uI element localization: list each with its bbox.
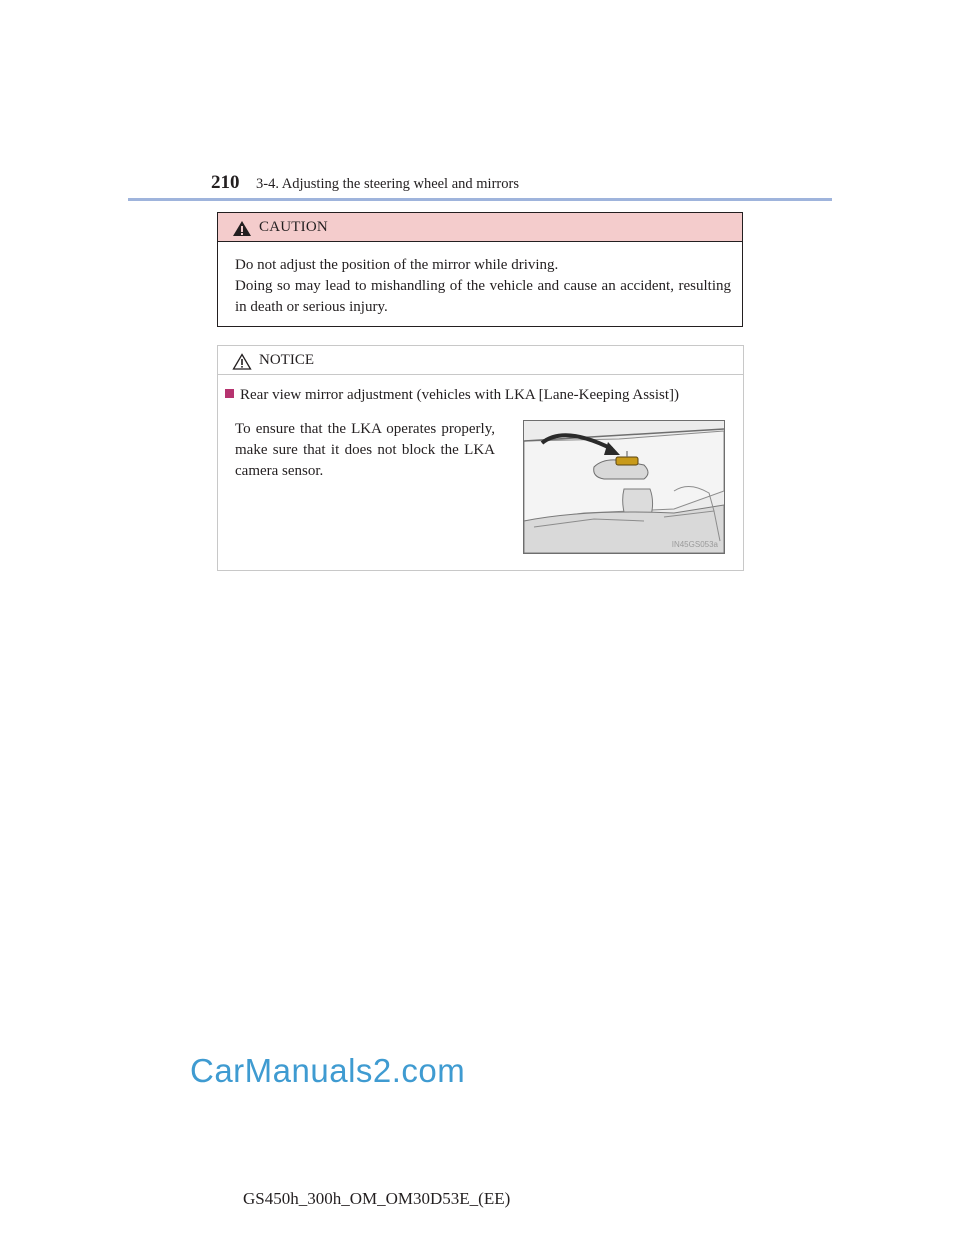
header-rule — [128, 198, 832, 201]
notice-box — [217, 345, 744, 571]
caution-box — [217, 212, 743, 327]
notice-label: NOTICE — [259, 352, 314, 368]
page-footer: GS450h_300h_OM_OM30D53E_(EE) — [243, 1189, 511, 1208]
figure-code: IN45GS053a — [671, 540, 718, 549]
notice-header — [218, 346, 743, 375]
section-title: 3-4. Adjusting the steering wheel and mirrors — [256, 176, 519, 192]
caution-header — [218, 213, 742, 242]
windshield-camera-figure — [523, 420, 725, 554]
caution-body — [235, 255, 731, 318]
notice-subheading — [225, 387, 679, 404]
caution-line-1: Do not adjust the position of the mirror while driving. — [235, 257, 559, 273]
warning-triangle-outline-icon — [232, 353, 252, 370]
page-number: 210 — [211, 172, 240, 193]
caution-line-2: Doing so may lead to mishandling of the vehicle and cause an accident, resulting in death or serious injury. — [235, 278, 731, 315]
watermark-text: CarManuals2.com — [190, 1052, 466, 1089]
square-bullet-icon — [225, 389, 234, 398]
car-interior-illustration — [524, 421, 724, 553]
notice-subheading-text: Rear view mirror adjustment (vehicles with LKA [Lane-Keeping Assist]) — [240, 387, 680, 403]
caution-label: CAUTION — [259, 219, 328, 235]
warning-triangle-icon — [232, 220, 252, 237]
notice-text: To ensure that the LKA operates properly, make sure that it does not block the LKA camera sensor. — [235, 421, 495, 479]
